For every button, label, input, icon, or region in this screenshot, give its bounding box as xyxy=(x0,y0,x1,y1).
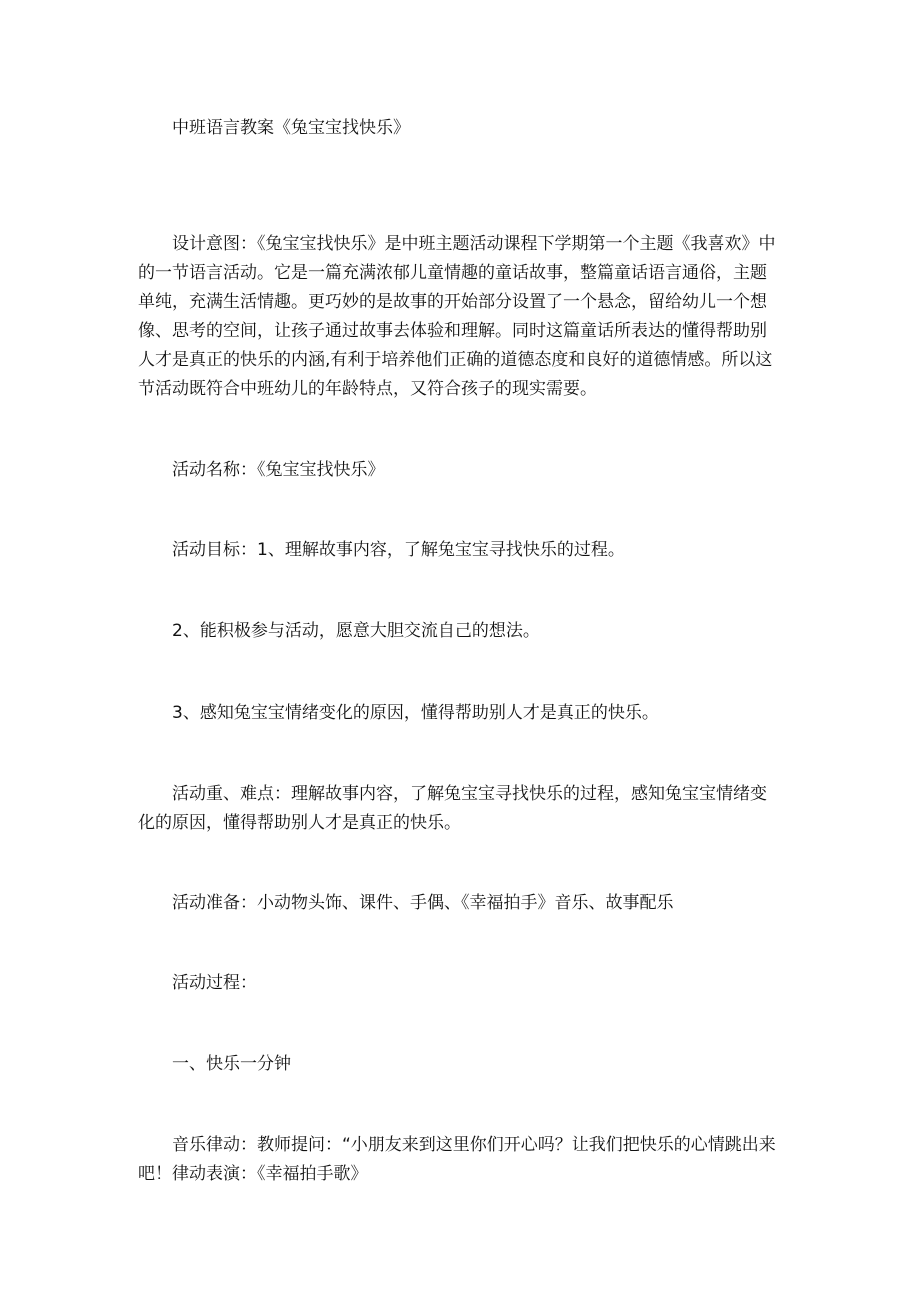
activity-name-paragraph: 活动名称：《兔宝宝找快乐》 xyxy=(172,460,385,480)
music-rhythm-paragraph: 音乐律动：教师提问：“小朋友来到这里你们开心吗？让我们把快乐的心情跳出来吧！律动表演：《幸福拍手歌》 xyxy=(138,1135,776,1184)
design-intent-paragraph: 设计意图：《兔宝宝找快乐》是中班主题活动课程下学期第一个主题《我喜欢》中的一节语言活动。它是一篇充满浓郁儿童情趣的童话故事，整篇童话语言通俗，主题单纯，充满生活情趣。更巧妙的是故事的开始部分设置了一个悬念，留给幼儿一个想像、思考的空间，让孩子通过故事去体验和理解。同时这篇童话所表达的懂得帮助别人才是真正的快乐的内涵,有利于培养他们正确的道德态度和良好的道德情感。所以这节活动既符合中班幼儿的年龄特点，又符合孩子的现实需要。 xyxy=(138,234,776,399)
activity-goal-2: 2、能积极参与活动，愿意大胆交流自己的想法。 xyxy=(172,621,540,641)
preparation-paragraph: 活动准备：小动物头饰、课件、手偶、《幸福拍手》音乐、故事配乐 xyxy=(172,893,674,913)
activity-goal-1: 活动目标：1、理解故事内容，了解兔宝宝寻找快乐的过程。 xyxy=(172,540,625,560)
section-1-heading: 一、快乐一分钟 xyxy=(172,1054,291,1074)
process-heading: 活动过程： xyxy=(172,973,257,993)
activity-goal-3: 3、感知兔宝宝情绪变化的原因，懂得帮助别人才是真正的快乐。 xyxy=(172,703,659,723)
document-title: 中班语言教案《兔宝宝找快乐》 xyxy=(172,118,410,138)
key-points-paragraph: 活动重、难点：理解故事内容，了解兔宝宝寻找快乐的过程，感知兔宝宝情绪变化的原因，懂得帮助别人才是真正的快乐。 xyxy=(138,784,767,833)
